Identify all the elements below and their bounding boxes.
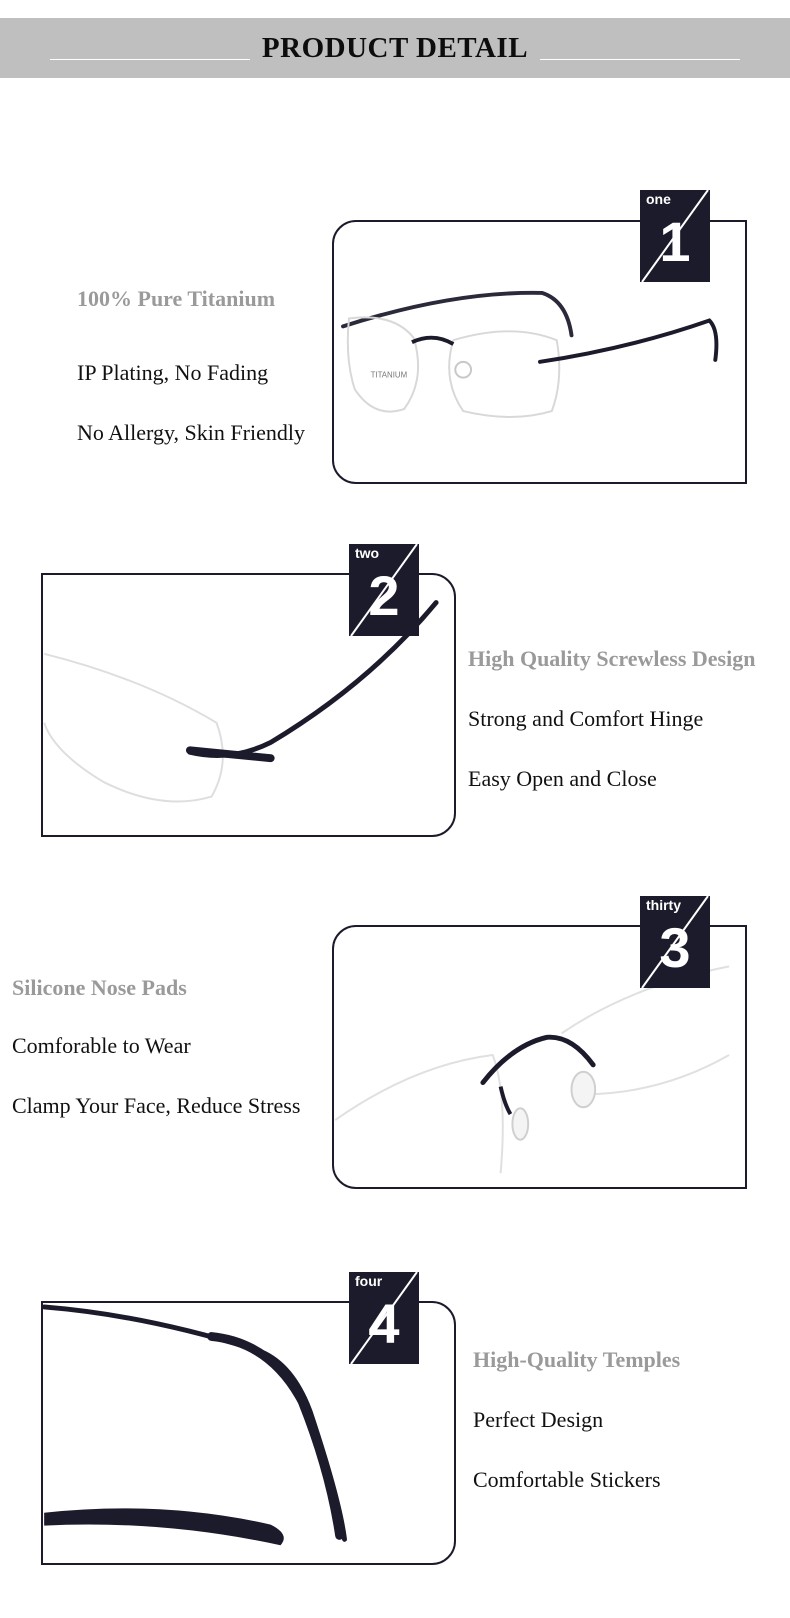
feature-text-2 <box>468 646 756 791</box>
feature-text-4 <box>473 1347 681 1492</box>
feature-line: No Allergy, Skin Friendly <box>77 420 305 445</box>
number-badge-2 <box>349 544 419 636</box>
banner-rule-right <box>540 59 740 60</box>
badge-number: 3 <box>659 916 691 979</box>
number-badge-4 <box>349 1272 419 1364</box>
badge-word: four <box>355 1273 383 1289</box>
feature-heading: High Quality Screwless Design <box>468 646 756 671</box>
feature-heading: Silicone Nose Pads <box>12 975 187 1000</box>
feature-line: Easy Open and Close <box>468 766 657 791</box>
badge-number: 4 <box>368 1292 400 1355</box>
feature-line: Clamp Your Face, Reduce Stress <box>12 1093 301 1118</box>
badge-word: one <box>646 191 671 207</box>
feature-text-1 <box>77 286 305 445</box>
header-banner <box>0 18 790 78</box>
feature-line: Comfortable Stickers <box>473 1467 661 1492</box>
feature-line: IP Plating, No Fading <box>77 360 269 385</box>
feature-line: Perfect Design <box>473 1407 604 1432</box>
feature-heading: 100% Pure Titanium <box>77 286 276 311</box>
number-badge-3 <box>640 896 710 988</box>
feature-heading: High-Quality Temples <box>473 1347 681 1372</box>
badge-word: thirty <box>646 897 681 913</box>
badge-word: two <box>355 545 380 561</box>
page-title: PRODUCT DETAIL <box>261 32 529 64</box>
feature-line: Comforable to Wear <box>12 1033 191 1058</box>
feature-line: Strong and Comfort Hinge <box>468 706 704 731</box>
badge-number: 1 <box>659 210 691 273</box>
feature-text-3 <box>12 975 301 1118</box>
lens-engraving: TITANIUM <box>370 370 408 380</box>
number-badge-1 <box>640 190 710 282</box>
badge-number: 2 <box>368 564 400 627</box>
